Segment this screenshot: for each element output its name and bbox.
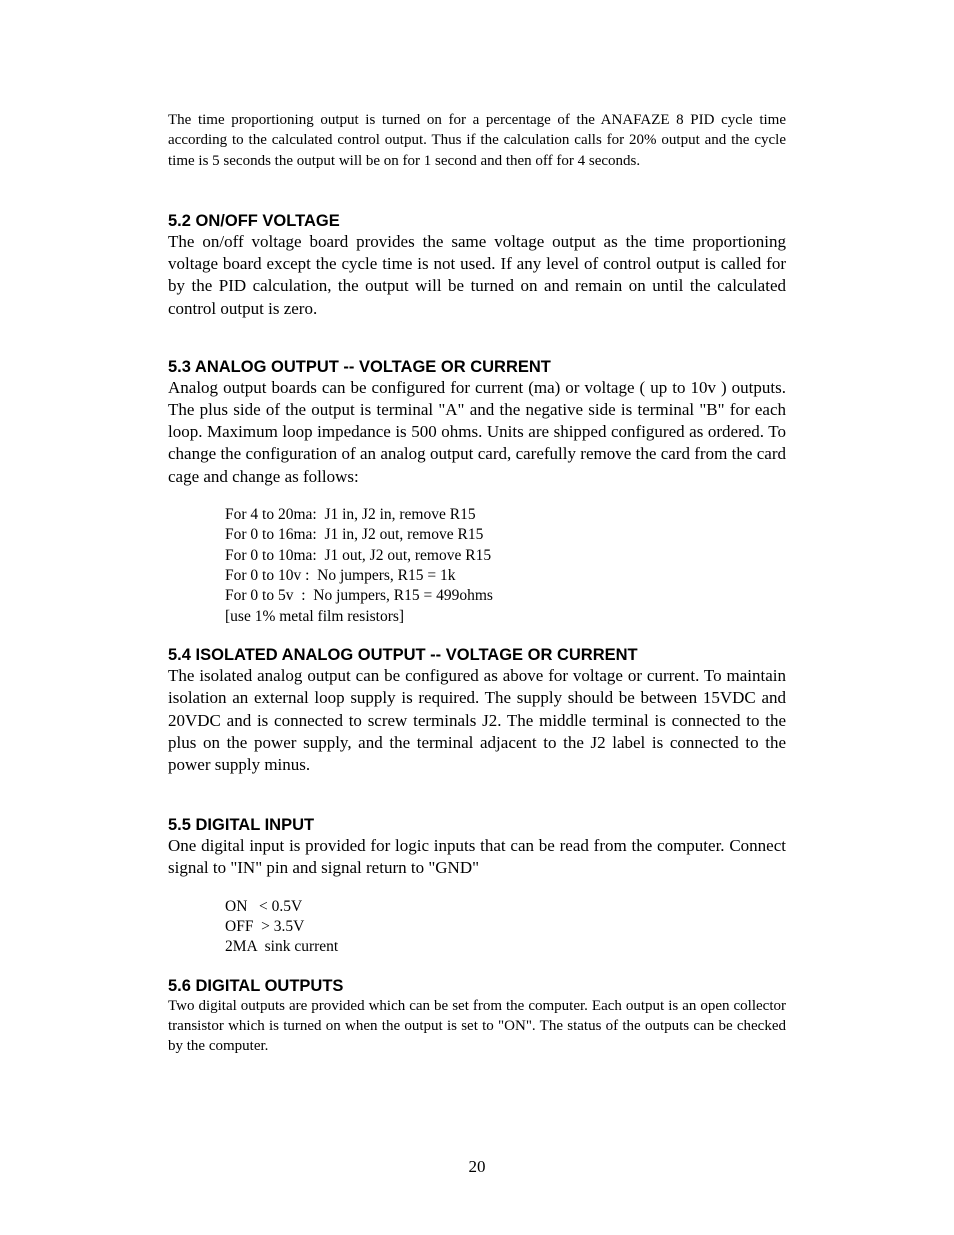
list-item: [use 1% metal film resistors] <box>225 607 405 625</box>
section-5-5-heading: 5.5 DIGITAL INPUT <box>168 816 315 835</box>
list-item: For 4 to 20ma: J1 in, J2 in, remove R15 <box>225 505 476 523</box>
section-5-4-body: The isolated analog output can be configured as above for voltage or current. To maintain isolation an external loop supply is required. The supply should be between 15VDC and 20VDC and is connected to screw terminals J2. The middle terminal is connected to the plus on the power supply, and the terminal adjacent to the J2 label is connected to the power supply minus. <box>168 666 786 774</box>
list-item: ON < 0.5V <box>225 897 303 915</box>
section-5-5-body: One digital input is provided for logic inputs that can be read from the computer. Connect signal to "IN" pin and signal return to "GND" <box>168 836 786 878</box>
list-item: 2MA sink current <box>225 938 339 956</box>
list-item: For 0 to 10v : No jumpers, R15 = 1k <box>225 566 456 584</box>
list-item: For 0 to 10ma: J1 out, J2 out, remove R15 <box>225 546 492 564</box>
section-5-6-body: Two digital outputs are provided which can be set from the computer. Each output is an open collector transistor which is turned on when the output is set to "ON". The status of the outputs can be checked by the computer. <box>168 997 786 1055</box>
section-5-6-heading: 5.6 DIGITAL OUTPUTS <box>168 976 344 995</box>
section-5-2-heading: 5.2 ON/OFF VOLTAGE <box>168 211 340 230</box>
section-5-3-heading: 5.3 ANALOG OUTPUT -- VOLTAGE OR CURRENT <box>168 357 551 376</box>
list-item: OFF > 3.5V <box>225 917 305 935</box>
section-5-3-body: Analog output boards can be configured for current (ma) or voltage ( up to 10v ) outputs. The plus side of the output is terminal "A" and the negative side is terminal "B" for each loop. Maximum loop impedance is 500 ohms. Units are shipped configured as ordered. To change the configuration of an analog output card, carefully remove the card from the card cage and change as follows: <box>168 377 786 486</box>
analog-config-list <box>225 505 786 627</box>
section-5-4-heading: 5.4 ISOLATED ANALOG OUTPUT -- VOLTAGE OR CURRENT <box>168 646 638 665</box>
list-item: For 0 to 16ma: J1 in, J2 out, remove R15 <box>225 526 484 544</box>
digital-input-spec-list <box>225 897 786 958</box>
intro-paragraph: The time proportioning output is turned on for a percentage of the ANAFAZE 8 PID cycle time according to the calculated control output. Thus if the calculation calls for 20% output and the cycle time is 5 seconds the output will be on for 1 second and then off for 4 seconds. <box>168 112 786 169</box>
page-number: 20 <box>468 1157 486 1176</box>
list-item: For 0 to 5v : No jumpers, R15 = 499ohms <box>225 587 493 605</box>
page-content <box>168 110 786 1057</box>
section-5-2-body: The on/off voltage board provides the same voltage output as the time proportioning voltage board except the cycle time is not used. If any level of control output is called for by the PID calculation, the output will be turned on and remain on until the calculated control output is zero. <box>168 231 786 318</box>
